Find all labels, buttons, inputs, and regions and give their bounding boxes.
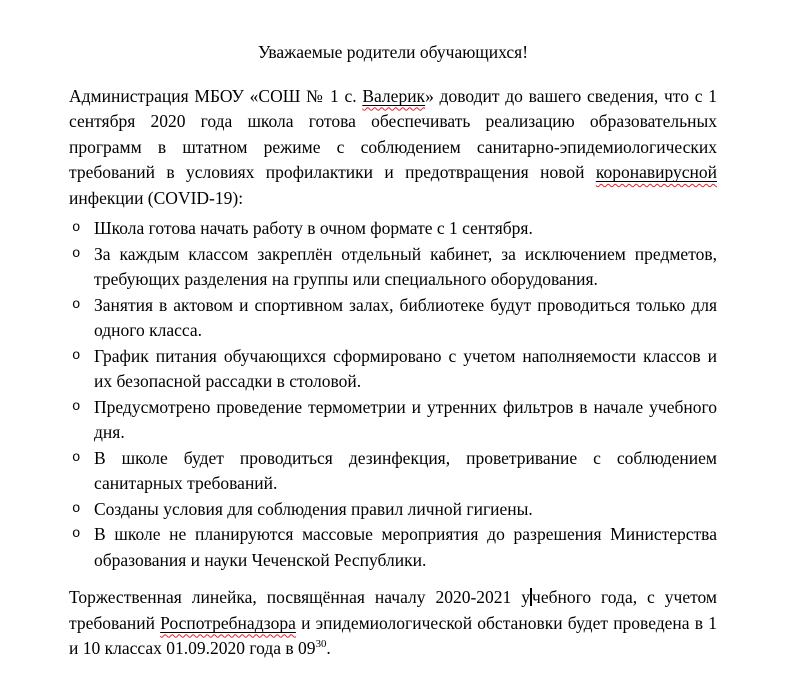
closing-text-1: Торжественная линейка, посвящённая началу 2020-2021 у — [69, 587, 531, 607]
time-superscript: 30 — [315, 638, 327, 651]
bullet-marker-icon: o — [72, 449, 81, 466]
closing-paragraph — [69, 585, 717, 662]
list-item — [69, 293, 717, 344]
bullet-marker-icon: o — [72, 245, 81, 262]
spellcheck-underline: Роспотребнадзора — [160, 612, 296, 633]
list-item-text: Предусмотрено проведение термометрии и утренних фильтров в начале учебного дня. — [94, 396, 717, 442]
bullet-marker-icon: o — [72, 296, 81, 313]
list-item-text: Созданы условия для соблюдения правил личной гигиены. — [94, 498, 533, 519]
list-item — [69, 522, 717, 573]
bullet-marker-icon: o — [72, 220, 81, 236]
spellcheck-underline: коронавирусной — [595, 162, 717, 182]
list-item — [69, 446, 717, 497]
list-item-text: Школа готова начать работу в очном формате с 1 сентября. — [94, 218, 533, 238]
intro-paragraph — [69, 84, 717, 212]
bullet-marker-icon: o — [72, 347, 81, 364]
list-item-text: График питания обучающихся сформировано с учетом наполняемости классов и их безопасной рассадки в столовой. — [94, 345, 717, 391]
closing-text-2: чебного года, с учетом требований — [69, 587, 717, 633]
list-item-text: За каждым классом закреплён отдельный кабинет, за исключением предметов, требующих разделения на группы или специального оборудования. — [94, 243, 717, 289]
list-item — [69, 344, 717, 395]
intro-text-2: » доводит до вашего сведения, что с 1 сентября 2020 года школа готова обеспечивать реализацию образовательных программ в штатном режиме с соблюдением санитарно-эпидемиологических требований в условиях профилактики и предотвращения новой — [69, 85, 717, 182]
list-item — [69, 216, 717, 242]
closing-text-4: . — [326, 638, 331, 658]
list-item — [69, 395, 717, 446]
list-item-text: В школе будет проводиться дезинфекция, проветривание с соблюдением санитарных требований. — [94, 447, 717, 493]
list-item-text: В школе не планируются массовые мероприятия до разрешения Министерства образования и науки Чеченской Республики. — [94, 524, 717, 570]
intro-text-3: инфекции (COVID-19): — [69, 187, 244, 208]
document-title: Уважаемые родители обучающихся! — [257, 42, 529, 62]
list-item-text: Занятия в актовом и спортивном залах, библиотеке будут проводиться только для одного класса. — [94, 294, 717, 340]
intro-text-1: Администрация МБОУ «СОШ № 1 с. — [69, 85, 363, 106]
bullet-list — [69, 216, 717, 573]
bullet-marker-icon: o — [72, 398, 81, 415]
misspelled-word-coronavirus — [596, 162, 717, 182]
misspelled-word-rospotrebnadzor — [160, 613, 296, 633]
bullet-marker-icon: o — [72, 500, 81, 517]
closing-text-3: и эпидемиологической обстановки будет проведена в 1 и 10 классах 01.09.2020 года в 09 — [69, 612, 717, 658]
bullet-marker-icon: o — [72, 526, 81, 542]
list-item — [69, 242, 717, 293]
misspelled-word-valerik — [362, 86, 425, 106]
list-item — [69, 497, 717, 523]
spellcheck-underline: Валерик — [362, 85, 426, 106]
